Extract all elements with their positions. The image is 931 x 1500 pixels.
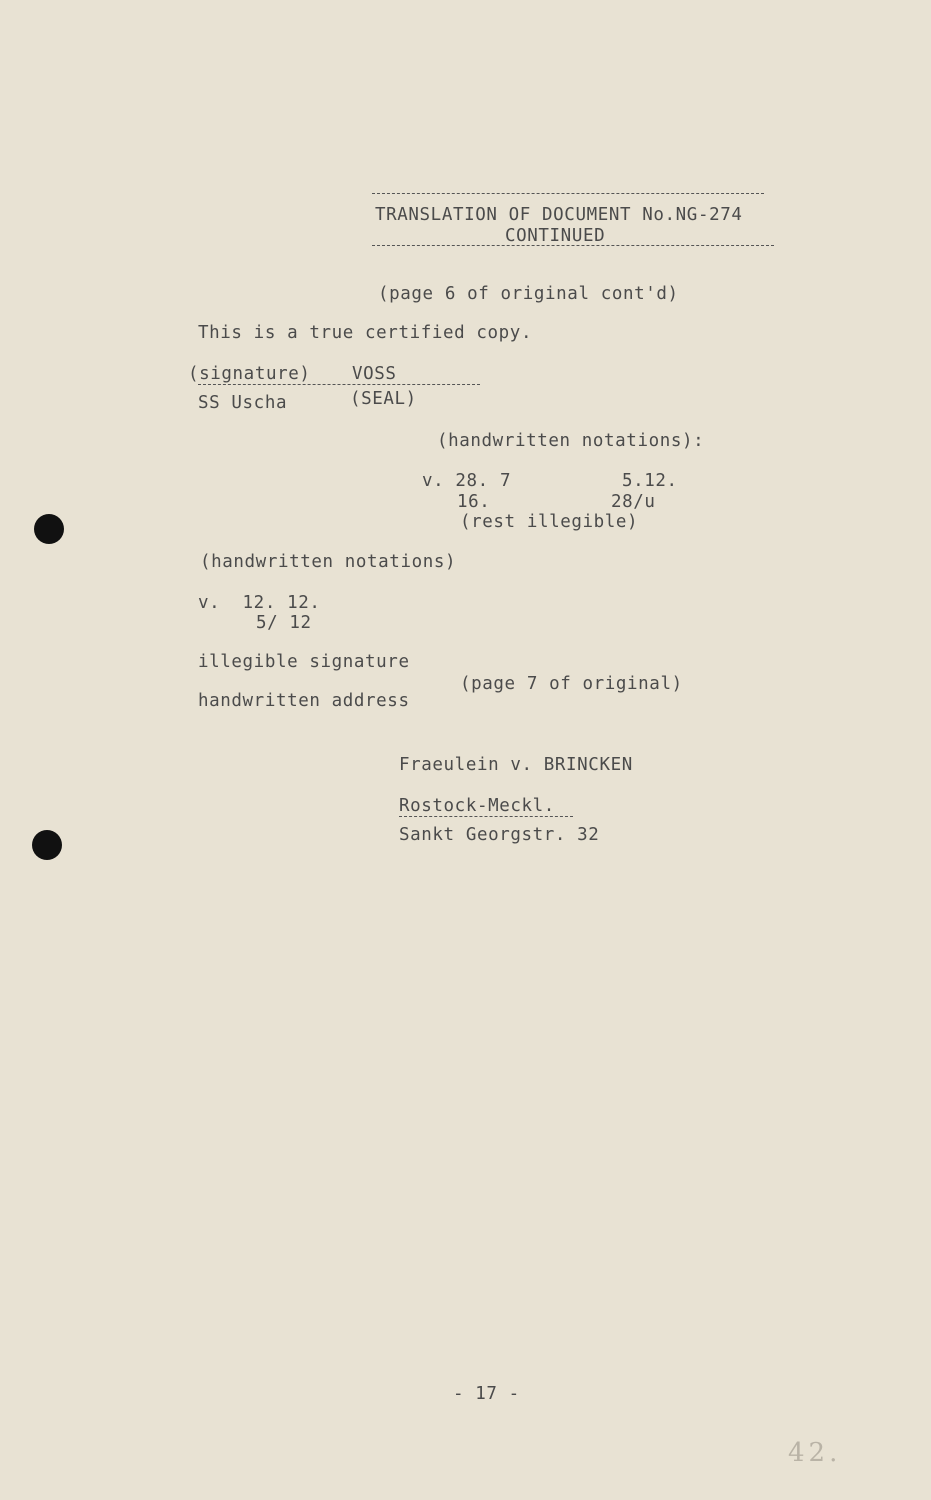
punch-hole-lower [32,830,62,860]
address-city-underline [399,816,573,817]
page6-note: (page 6 of original cont'd) [378,284,679,304]
notation-2-line1: v. 12. 12. [198,593,321,613]
signature-label: (signature) [188,364,311,384]
notation-1-line2-right: 28/u [611,492,656,512]
seal-label: (SEAL) [350,389,417,409]
handwritten-notations-header-1: (handwritten notations): [437,431,705,451]
punch-hole-upper [34,514,64,544]
address-street: Sankt Georgstr. 32 [399,825,600,845]
certified-copy-line: This is a true certified copy. [198,323,533,343]
page-number: - 17 - [453,1384,520,1404]
notation-1-line1-left: v. 28. 7 [422,471,512,491]
rank-label: SS Uscha [198,393,288,413]
handwritten-notations-header-2: (handwritten notations) [200,552,457,572]
signature-line [198,384,480,385]
notation-1-line1-right: 5.12. [622,471,678,491]
illegible-signature: illegible signature [198,652,410,672]
document-title: TRANSLATION OF DOCUMENT No.NG-274 [375,205,743,225]
address-city: Rostock-Meckl. [399,796,555,816]
address-name: Fraeulein v. BRINCKEN [399,755,633,775]
signature-name: VOSS [352,364,397,384]
header-rule-top [372,193,764,194]
notation-1-line2-left: 16. [457,492,491,512]
pencil-page-mark: 42. [788,1438,842,1468]
header-rule-bottom [372,245,774,246]
document-subtitle: CONTINUED [505,226,606,246]
handwritten-address: handwritten address [198,691,410,711]
notation-1-line3: (rest illegible) [460,512,639,532]
page7-note: (page 7 of original) [460,674,683,694]
notation-2-line2: 5/ 12 [256,613,312,633]
